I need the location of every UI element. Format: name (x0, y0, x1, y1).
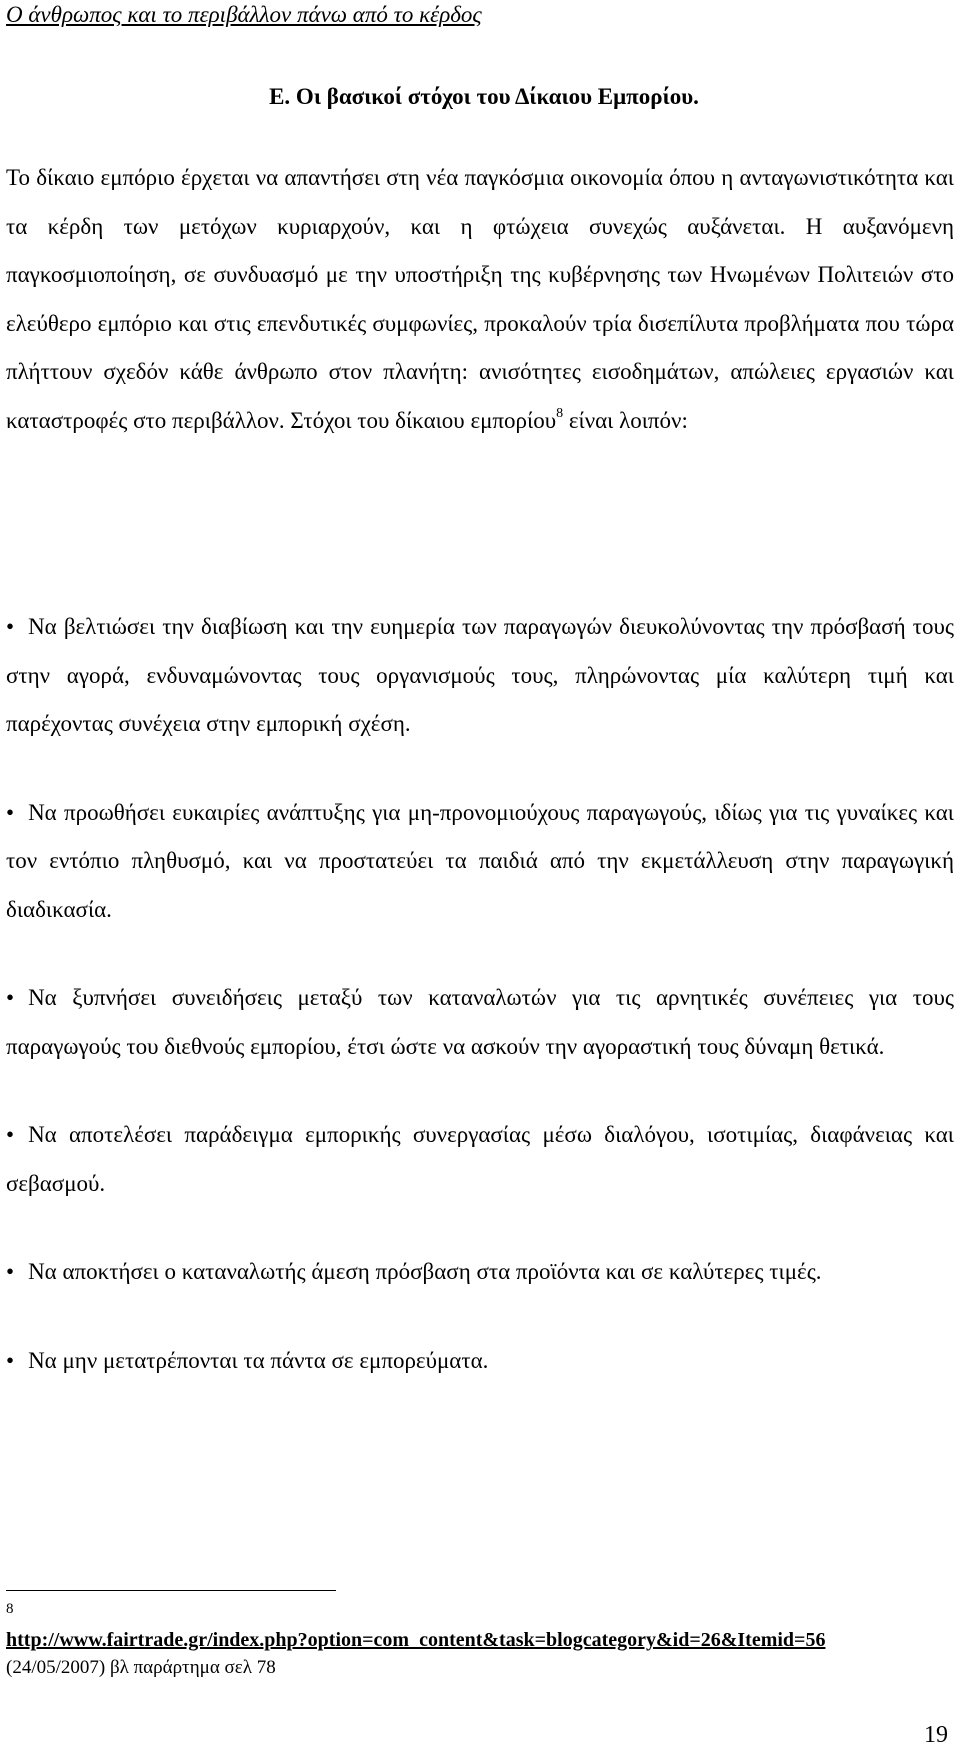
bullet-icon: • (6, 799, 15, 825)
goal-text: Να αποτελέσει παράδειγμα εμπορικής συνεργασίας μέσω διαλόγου, ισοτιμίας, διαφάνειας και σεβασμού. (6, 1122, 954, 1196)
intro-text-end: είναι λοιπόν: (563, 407, 688, 433)
footnote-number: 8 (6, 1601, 14, 1617)
goal-text: Να μην μετατρέπονται τα πάντα σε εμπορεύματα. (28, 1347, 489, 1373)
goals-list (6, 603, 954, 1425)
list-item (6, 1248, 954, 1297)
list-item (6, 603, 954, 749)
goal-text: Να βελτιώσει την διαβίωση και την ευημερία των παραγωγών διευκολύνοντας την πρόσβασή τους στην αγορά, ενδυναμώνοντας τους οργανισμούς τους, πληρώνοντας μία καλύτερη τιμή και παρέχοντας συνέχεια στην εμπορική σχέση. (6, 614, 954, 736)
footnote-reference[interactable]: 8 (556, 405, 564, 421)
bullet-icon: • (6, 1347, 15, 1373)
section-heading: Ε. Οι βασικοί στόχοι του Δίκαιου Εμπορίου. (269, 84, 699, 109)
page-number: 19 (924, 1722, 948, 1748)
bullet-icon: • (6, 1259, 15, 1284)
list-item (6, 1111, 954, 1208)
intro-paragraph (6, 154, 954, 445)
bullet-icon: • (6, 614, 15, 639)
goal-text: Να προωθήσει ευκαιρίες ανάπτυξης για μη-προνομιούχους παραγωγούς, ιδίως για τις γυναίκες και τον εντόπιο πληθυσμό, και να προστατεύει τα παιδιά από την εκμετάλλευση στην παραγωγική διαδικασία. (6, 799, 954, 922)
goal-text: Να ξυπνήσει συνειδήσεις μεταξύ των καταναλωτών για τις αρνητικές συνέπειες για τους παραγωγούς του διεθνούς εμπορίου, έτσι ώστε να ασκούν την αγοραστική τους δύναμη θετικά. (6, 985, 954, 1059)
bullet-icon: • (6, 985, 15, 1010)
running-header: Ο άνθρωπος και το περιβάλλον πάνω από το κέρδος (6, 2, 482, 27)
list-item (6, 974, 954, 1071)
intro-text: Το δίκαιο εμπόριο έρχεται να απαντήσει στη νέα παγκόσμια οικονομία όπου η ανταγωνιστικότητα και τα κέρδη των μετόχων κυριαρχούν, και η φτώχεια συνεχώς αυξάνεται. Η αυξανόμενη παγκοσμιοποίηση, σε συνδυασμό με την υποστήριξη της κυβέρνησης των Ηνωμένων Πολιτειών στο ελεύθερο εμπόριο και στις επενδυτικές συμφωνίες, προκαλούν τρία δισεπίλυτα προβλήματα που τώρα πλήττουν σχεδόν κάθε άνθρωπο στον πλανήτη: ανισότητες εισοδημάτων, απώλειες εργασιών και καταστροφές στο περιβάλλον. Στόχοι του δίκαιου εμπορίου (6, 165, 954, 433)
footnote-date-note: (24/05/2007) βλ παράρτημα σελ 78 (6, 1657, 276, 1678)
footnote-divider (6, 1590, 336, 1591)
goal-text: Να αποκτήσει ο καταναλωτής άμεση πρόσβαση στα προϊόντα και σε καλύτερες τιμές. (28, 1259, 822, 1284)
footnote-link[interactable]: http://www.fairtrade.gr/index.php?option=com_content&task=blogcategory&id=26&Itemid=56 (6, 1629, 826, 1651)
list-item (6, 789, 954, 935)
list-item (6, 1337, 954, 1386)
bullet-icon: • (6, 1122, 15, 1147)
